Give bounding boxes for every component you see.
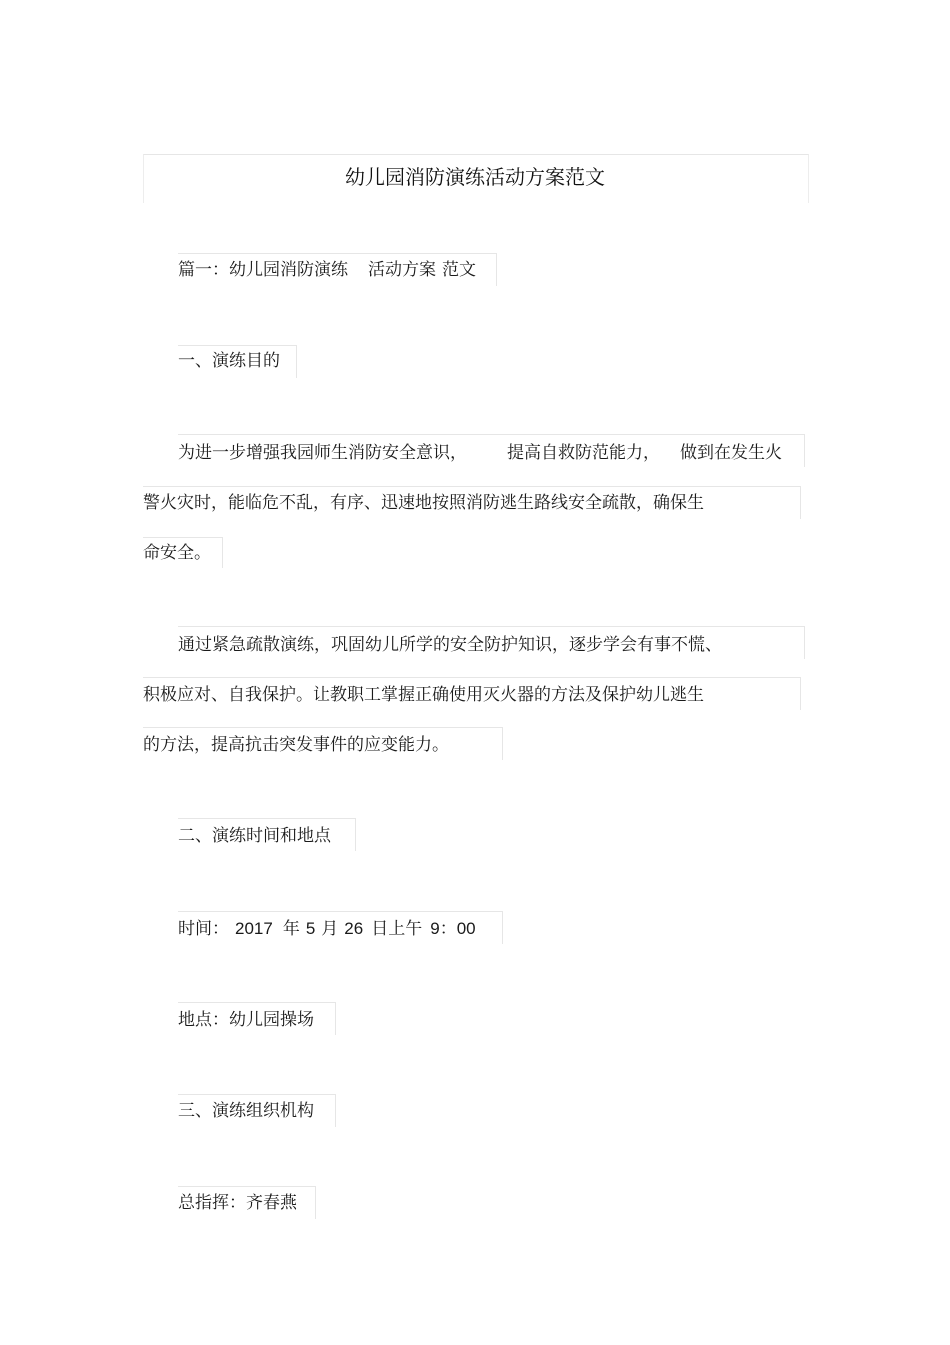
subtitle xyxy=(178,259,476,281)
section1-heading: 一、演练目的 xyxy=(178,351,280,371)
para2-line1: 通过紧急疏散演练，巩固幼儿所学的安全防护知识，逐步学会有事不慌、 xyxy=(178,635,722,655)
para2-line2: 积极应对、自我保护。让教职工掌握正确使用灭火器的方法及保护幼儿逃生 xyxy=(143,685,704,705)
time-month-unit: 月 xyxy=(321,919,339,939)
time-year: 2017 xyxy=(235,919,273,938)
time-minute: 00 xyxy=(456,919,476,938)
time-day-unit: 日上午 xyxy=(371,919,423,939)
para1-line1 xyxy=(178,442,782,464)
subtitle-part2: 活动方案 xyxy=(368,260,436,280)
section2-heading: 二、演练时间和地点 xyxy=(178,826,331,846)
event-time xyxy=(178,918,476,940)
event-place: 地点：幼儿园操场 xyxy=(178,1010,314,1030)
para2-line3: 的方法，提高抗击突发事件的应变能力。 xyxy=(143,735,449,755)
time-month: 5 xyxy=(305,919,316,938)
time-day: 26 xyxy=(344,919,364,938)
time-year-unit: 年 xyxy=(282,919,300,939)
subtitle-part1: 篇一：幼儿园消防演练 xyxy=(178,260,348,280)
para1-line1-b: 提高自救防范能力， xyxy=(507,443,660,463)
para1-line1-c: 做到在发生火 xyxy=(680,443,782,463)
time-colon: ： xyxy=(439,919,457,939)
time-hour: 9 xyxy=(430,919,440,938)
subtitle-part3: 范文 xyxy=(442,260,476,280)
para1-line2: 警火灾时，能临危不乱，有序、迅速地按照消防逃生路线安全疏散，确保生 xyxy=(143,493,704,513)
para1-line1-a: 为进一步增强我园师生消防安全意识， xyxy=(178,443,467,463)
commander: 总指挥：齐春燕 xyxy=(178,1193,297,1213)
para1-line3: 命安全。 xyxy=(143,543,211,563)
time-label: 时间： xyxy=(178,919,229,939)
section3-heading: 三、演练组织机构 xyxy=(178,1101,314,1121)
document-title: 幼儿园消防演练活动方案范文 xyxy=(345,165,605,189)
